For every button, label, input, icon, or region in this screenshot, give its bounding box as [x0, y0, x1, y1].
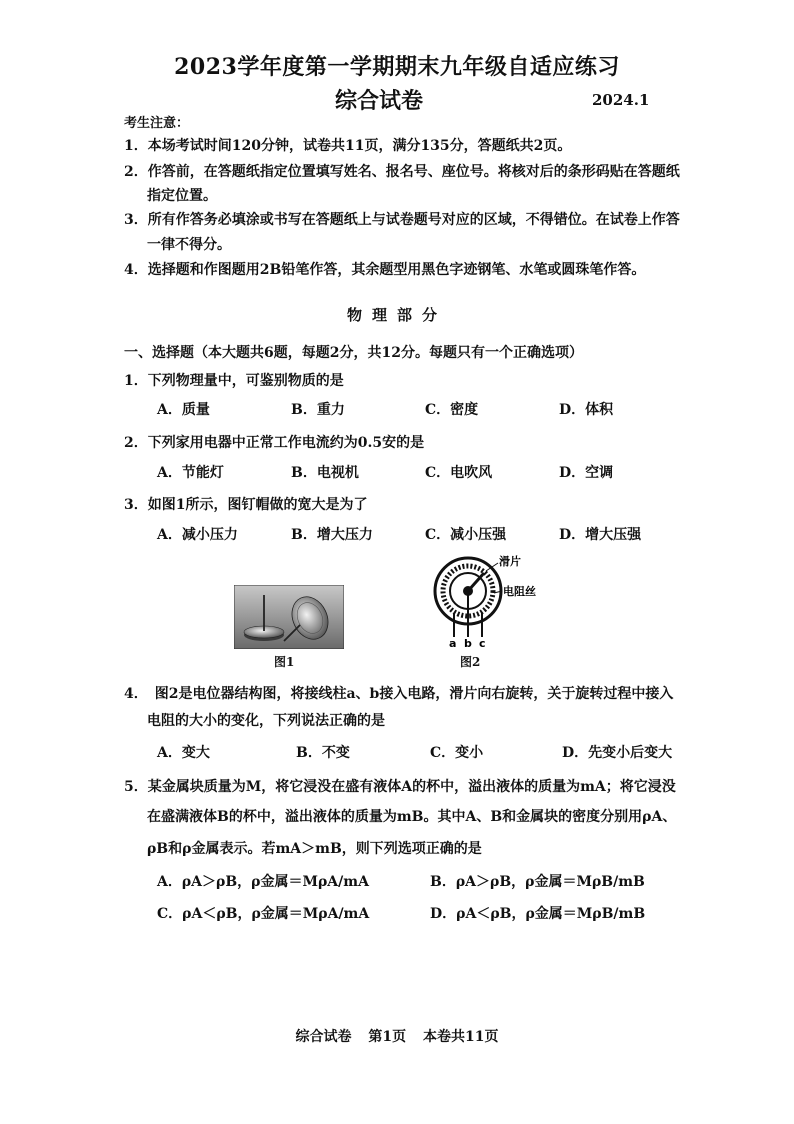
- resistance-wire-label: 电阻丝: [503, 585, 536, 598]
- exam-date: 2024.1: [592, 91, 650, 109]
- footer-exam-name: 综合试卷: [295, 1029, 352, 1045]
- q2-option-b: B．电视机: [291, 465, 359, 481]
- notice-item-2: 2．作答前，在答题纸指定位置填写姓名、报名号、座位号。将核对后的条形码贴在答题纸: [124, 164, 680, 180]
- q1-option-b: B．重力: [291, 402, 345, 418]
- q5-option-b: B．ρA＞ρB，ρ金属＝MρB/mB: [430, 874, 645, 890]
- q4-option-d: D．先变小后变大: [562, 745, 673, 761]
- q3-option-a: A．减小压力: [157, 527, 238, 543]
- q1-stem: 1．下列物理量中，可鉴别物质的是: [124, 373, 344, 389]
- potentiometer-diagram: [432, 553, 582, 651]
- q5-stem-line-3: ρB和ρ金属表示。若mA＞mB，则下列选项正确的是: [147, 841, 482, 857]
- notice-heading: 考生注意：: [124, 116, 190, 131]
- q5-stem-line-2: 在盛满液体B的杯中，溢出液体的质量为mB。其中A、B和金属块的密度分别用ρA、: [147, 809, 677, 825]
- notice-item-3: 3．所有作答务必填涂或书写在答题纸上与试卷题号对应的区域，不得错位。在试卷上作答: [124, 212, 680, 228]
- q5-option-a: A．ρA＞ρB，ρ金属＝MρA/mA: [157, 874, 369, 890]
- thumbtack-image: [234, 585, 344, 649]
- notice-item-3-cont: 一律不得分。: [147, 237, 231, 253]
- q5-stem-line-1: 5．某金属块质量为M，将它浸没在盛有液体A的杯中，溢出液体的质量为mA；将它浸没: [124, 779, 676, 795]
- q4-option-a: A．变大: [157, 745, 210, 761]
- q2-option-d: D．空调: [559, 465, 614, 481]
- q5-option-c: C．ρA＜ρB，ρ金属＝MρA/mA: [157, 906, 370, 922]
- terminal-c-label: c: [479, 637, 486, 650]
- q3-option-b: B．增大压力: [291, 527, 373, 543]
- q1-option-a: A．质量: [157, 402, 210, 418]
- q4-stem-line-1: 4． 图2是电位器结构图，将接线柱a、b接入电路，滑片向右旋转，关于旋转过程中接入: [124, 686, 674, 702]
- footer-page-number: 第1页: [368, 1029, 407, 1045]
- part-heading: 一、选择题（本大题共6题，每题2分，共12分。每题只有一个正确选项）: [124, 345, 583, 361]
- figure-1-caption: 图1: [274, 655, 295, 669]
- q2-option-c: C．电吹风: [425, 465, 493, 481]
- figure-2-caption: 图2: [460, 655, 481, 669]
- section-title: 物理部分: [346, 306, 447, 324]
- q4-stem-line-2: 电阻的大小的变化，下列说法正确的是: [147, 713, 385, 729]
- q3-option-d: D．增大压强: [559, 527, 642, 543]
- q1-option-d: D．体积: [559, 402, 614, 418]
- slider-label: 滑片: [499, 555, 521, 568]
- notice-item-1: 1．本场考试时间120分钟，试卷共11页，满分135分，答题纸共2页。: [124, 138, 572, 154]
- q3-option-c: C．减小压强: [425, 527, 507, 543]
- q2-stem: 2．下列家用电器中正常工作电流约为0.5安的是: [124, 435, 425, 451]
- q2-option-a: A．节能灯: [157, 465, 224, 481]
- q1-option-c: C．密度: [425, 402, 479, 418]
- q3-stem: 3．如图1所示，图钉帽做的宽大是为了: [124, 497, 368, 513]
- page-footer: [0, 1026, 794, 1046]
- q4-option-b: B．不变: [296, 745, 350, 761]
- terminal-b-label: b: [464, 637, 472, 650]
- terminal-a-label: a: [449, 637, 457, 650]
- notice-item-4: 4．选择题和作图题用2B铅笔作答，其余题型用黑色字迹钢笔、水笔或圆珠笔作答。: [124, 262, 646, 278]
- figure-2-potentiometer: [432, 553, 582, 651]
- exam-title: 2023学年度第一学期期末九年级自适应练习: [174, 54, 620, 80]
- exam-subtitle: 综合试卷: [335, 88, 424, 114]
- figure-1-thumbtack: [234, 585, 344, 649]
- q4-option-c: C．变小: [430, 745, 484, 761]
- q5-option-d: D．ρA＜ρB，ρ金属＝MρB/mB: [430, 906, 646, 922]
- footer-total-pages: 本卷共11页: [423, 1029, 499, 1045]
- notice-item-2-cont: 指定位置。: [147, 188, 217, 204]
